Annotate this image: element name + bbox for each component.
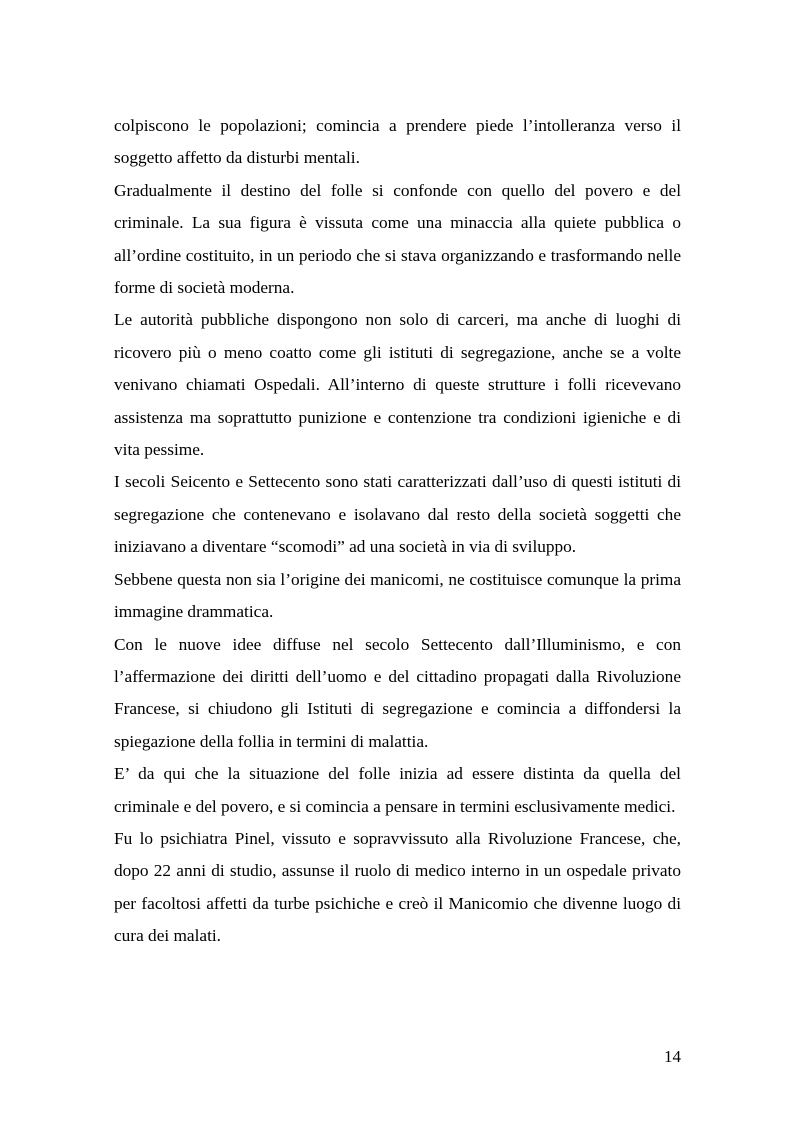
- paragraph-7: E’ da qui che la situazione del folle inizia ad essere distinta da quella del criminale e del povero, e si comincia a pensare in termini esclusivamente medici.: [114, 764, 681, 816]
- page-number: 14: [664, 1047, 681, 1066]
- paragraph-5: Sebbene questa non sia l’origine dei manicomi, ne costituisce comunque la prima immagine drammatica.: [114, 569, 681, 622]
- paragraph-1: colpiscono le popolazioni; comincia a prendere piede l’intolleranza verso il soggetto affetto da disturbi mentali.: [114, 116, 681, 168]
- paragraph-4: I secoli Seicento e Settecento sono stati caratterizzati dall’uso di questi istituti di segregazione che contenevano e isolavano dal resto della società soggetti che iniziavano a diventare “scomodi” ad una società in via di sviluppo.: [114, 472, 681, 557]
- paragraph-2: Gradualmente il destino del folle si confonde con quello del povero e del criminale. La sua figura è vissuta come una minaccia alla quiete pubblica o all’ordine costituito, in un periodo che si stava organizzando e trasformando nelle forme di società moderna.: [114, 180, 681, 298]
- paragraph-6: Con le nuove idee diffuse nel secolo Settecento dall’Illuminismo, e con l’affermazione dei diritti dell’uomo e del cittadino propagati dalla Rivoluzione Francese, si chiudono gli Istituti di segregazione e comincia a diffondersi la spiegazione della follia in termini di malattia.: [114, 634, 681, 751]
- paragraph-3: Le autorità pubbliche dispongono non solo di carceri, ma anche di luoghi di ricovero più o meno coatto come gli istituti di segregazione, anche se a volte venivano chiamati Ospedali. All’interno di queste strutture i folli ricevevano assistenza ma soprattutto punizione e contenzione tra condizioni igieniche e di vita pessime.: [114, 310, 681, 460]
- page-body: [114, 110, 681, 953]
- paragraph-8: Fu lo psichiatra Pinel, vissuto e sopravvissuto alla Rivoluzione Francese, che, dopo 22 anni di studio, assunse il ruolo di medico interno in un ospedale privato per facoltosi affetti da turbe psichiche e creò il Manicomio che divenne luogo di cura dei malati.: [114, 828, 681, 946]
